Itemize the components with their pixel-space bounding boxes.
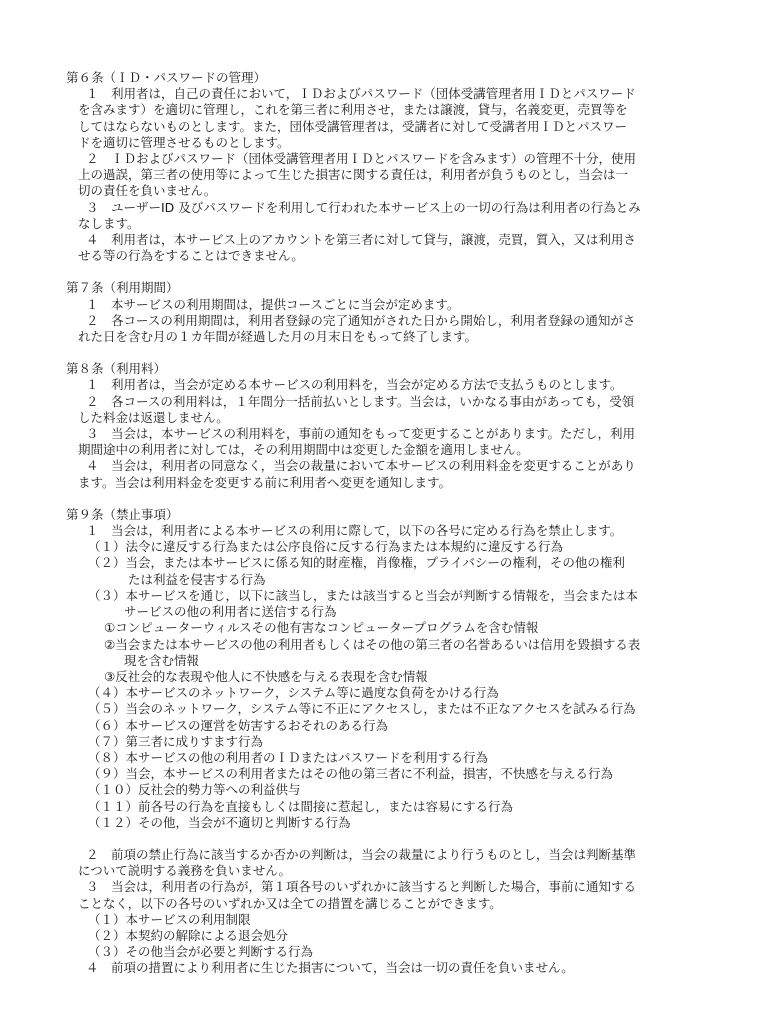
prohibited-item: （１０）反社会的勢力等への利益供与 <box>88 782 301 798</box>
article-6-line: ３ ユーザーID 及びパスワードを利用して行われた本サービス上の一切の行為は利用者の行為とみ <box>86 199 641 215</box>
article-6-line: を含みます）を適切に管理し，これを第三者に利用させ，または譲渡，貸与，名義変更，売買等を <box>78 102 628 118</box>
measure-item: （１）本サービスの利用制限 <box>88 911 251 927</box>
article-8-line: ３ 当会は，本サービスの利用料を，事前の通知をもって変更することがあります。ただし，利用 <box>86 426 636 442</box>
article-6-line: １ 利用者は，自己の責任において，ＩＤおよびパスワード（団体受講管理者用ＩＤとパスワード <box>86 86 636 102</box>
article-8-line: 期間途中の利用者に対しては，その利用期間中は変更した金額を適用しません。 <box>78 442 529 458</box>
article-9-paragraph-4: ４ 前項の措置により利用者に生じた損害について，当会は一切の責任を負いません。 <box>86 960 574 976</box>
prohibited-item: （６）本サービスの運営を妨害するおそれのある行為 <box>88 717 389 733</box>
prohibited-item: （３）本サービスを通じ，以下に該当し，または該当すると当会が判断する情報を，当会または本 <box>88 587 639 603</box>
article-9-paragraph-3-continued: ことなく，以下の各号のいずれか又は全ての措置を講じることができます。 <box>78 895 502 911</box>
article-8-line: ４ 当会は，利用者の同意なく，当会の裁量において本サービスの利用料金を変更することがあり <box>86 458 636 474</box>
article-8-line: ２ 各コースの利用料は，１年間分一括前払いとします。当会は，いかなる事由があっても，受領 <box>86 393 635 409</box>
article-8 <box>66 361 716 491</box>
article-8-heading: 第８条（利用料） <box>66 361 167 377</box>
article-7 <box>66 280 716 345</box>
article-6-line: ４ 利用者は，本サービス上のアカウントを第三者に対して貸与，譲渡，売買，質入，又は利用さ <box>86 232 636 248</box>
prohibited-item: （２）当会，または本サービスに係る知的財産権，肖像権，プライバシーの権利，その他の権利 <box>88 555 625 571</box>
article-8-line: ます。当会は利用料金を変更する前に利用者へ変更を通知します。 <box>78 474 452 490</box>
article-6-line: せる等の行為をすることはできません。 <box>78 248 304 264</box>
article-8-line: した料金は返還しません。 <box>78 409 229 425</box>
terms-document <box>66 70 716 993</box>
article-7-heading: 第７条（利用期間） <box>66 280 179 296</box>
article-6-line: 上の過誤，第三者の使用等によって生じた損害に関する責任は，利用者が負うものとし，当会は一 <box>78 167 629 183</box>
article-7-line: れた日を含む月の１カ年間が経過した月の月末日をもって終了します。 <box>78 329 478 345</box>
prohibited-item: （４）本サービスのネットワーク，システム等に過度な負荷をかける行為 <box>88 685 499 701</box>
prohibited-subitem-continued: 現を含む情報 <box>124 652 200 668</box>
article-6 <box>66 70 716 264</box>
article-9-paragraph-2-continued: について説明する義務を負いません。 <box>78 863 292 879</box>
article-9-paragraph-3: ３ 当会は，利用者の行為が，第１項各号のいずれかに該当すると判断した場合，事前に通知する <box>86 879 637 895</box>
article-6-line: ２ ＩＤおよびパスワード（団体受講管理者用ＩＤとパスワードを含みます）の管理不十分，使用 <box>86 151 637 167</box>
prohibited-subitem: ③反社会的な表現や他人に不快感を与える表現を含む情報 <box>104 668 428 684</box>
prohibited-item: （７）第三者に成りすます行為 <box>88 733 264 749</box>
prohibited-item: （１１）前各号の行為を直接もしくは間接に惹起し，または容易にする行為 <box>88 798 514 814</box>
article-6-line: してはならないものとします。また，団体受講管理者は，受講者に対して受講者用ＩＤとパスワー <box>78 118 628 134</box>
measure-item: （２）本契約の解除による退会処分 <box>88 927 289 943</box>
article-9-paragraph-2: ２ 前項の禁止行為に該当するか否かの判断は，当会の裁量により行うものとし，当会は判断基準 <box>86 846 637 862</box>
article-9-paragraph-1: １ 当会は，利用者による本サービスの利用に際して，以下の各号に定める行為を禁止します。 <box>86 523 623 539</box>
prohibited-subitem: ①コンピューターウィルスその他有害なコンピュータープログラムを含む情報 <box>104 620 539 636</box>
measure-item: （３）その他当会が必要と判断する行為 <box>88 944 314 960</box>
prohibited-item: （５）当会のネットワーク，システム等に不正にアクセスし，または不正なアクセスを試みる行為 <box>88 701 636 717</box>
article-9 <box>66 507 716 977</box>
article-6-line: ドを適切に管理させるものとします。 <box>78 134 290 150</box>
spacer <box>66 831 716 847</box>
prohibited-subitem: ②当会または本サービスの他の利用者もしくはその他の第三者の名誉あるいは信用を毀損する表 <box>104 636 641 652</box>
article-9-heading: 第９条（禁止事項） <box>66 506 179 522</box>
prohibited-item: （８）本サービスの他の利用者のＩＤまたはパスワードを利用する行為 <box>88 749 489 765</box>
article-7-line: １ 本サービスの利用期間は，提供コースごとに当会が定めます。 <box>86 296 460 312</box>
article-7-line: ２ 各コースの利用期間は，利用者登録の完了通知がされた日から開始し，利用者登録の通知がさ <box>86 312 636 328</box>
article-6-heading: 第６条（ＩＤ・パスワードの管理） <box>66 70 267 85</box>
article-6-line: 切の責任を負いません。 <box>78 183 217 199</box>
prohibited-item-continued: たは利益を侵害する行為 <box>128 571 266 587</box>
article-6-line: なします。 <box>78 215 140 231</box>
prohibited-item: （１）法令に違反する行為または公序良俗に反する行為または本規約に違反する行為 <box>88 539 564 555</box>
prohibited-item: （１２）その他，当会が不適切と判断する行為 <box>88 814 351 830</box>
prohibited-item: （９）当会，本サービスの利用者またはその他の第三者に不利益，損害，不快感を与える行為 <box>88 766 614 782</box>
prohibited-item-continued: サービスの他の利用者に送信する行為 <box>124 604 337 620</box>
article-8-line: １ 利用者は，当会が定める本サービスの利用料を，当会が定める方法で支払うものとします。 <box>86 377 623 393</box>
